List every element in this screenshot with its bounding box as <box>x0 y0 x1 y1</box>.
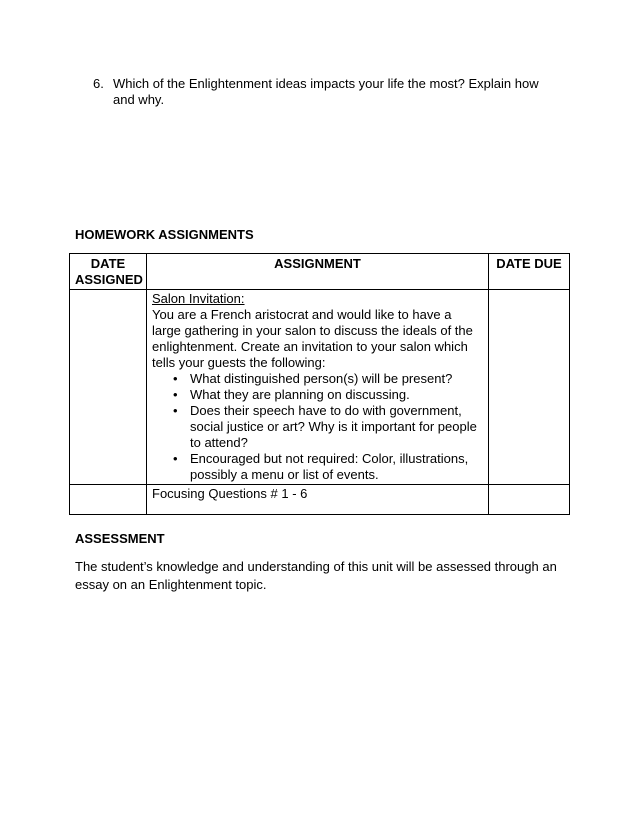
column-header-assignment: ASSIGNMENT <box>147 254 489 290</box>
bullet-icon: • <box>173 387 178 402</box>
question-number: 6. <box>93 76 104 91</box>
assessment-heading: ASSESSMENT <box>75 531 165 546</box>
list-item: • Encouraged but not required: Color, illustrations, possibly a menu or list of events. <box>173 451 469 482</box>
cell-assignment <box>147 290 489 485</box>
cell-date-due <box>489 290 570 485</box>
cell-date-due <box>489 485 570 515</box>
list-item: • What they are planning on discussing. <box>173 387 410 402</box>
question-6 <box>93 76 563 108</box>
column-header-date-due: DATE DUE <box>489 254 570 290</box>
table-header-row <box>70 254 570 290</box>
column-header-date-assigned: DATE ASSIGNED <box>70 254 147 290</box>
table-row <box>70 290 570 485</box>
homework-heading: HOMEWORK ASSIGNMENTS <box>75 227 254 242</box>
assignment-bullet-list <box>152 371 483 483</box>
question-text: Which of the Enlightenment ideas impacts your life the most? Explain how and why. <box>113 76 539 107</box>
homework-table <box>69 253 570 515</box>
assignment-description: You are a French aristocrat and would like to have a large gathering in your salon to discuss the ideals of the enlightenment. Create an invitation to your salon which tells your guests the following: <box>152 307 473 370</box>
table-row <box>70 485 570 515</box>
cell-date-assigned <box>70 485 147 515</box>
bullet-icon: • <box>173 403 178 418</box>
bullet-icon: • <box>173 371 178 386</box>
list-item: • What distinguished person(s) will be present? <box>173 371 453 386</box>
bullet-icon: • <box>173 451 178 466</box>
assignment-title: Salon Invitation: <box>152 291 245 306</box>
assessment-text: The student’s knowledge and understanding of this unit will be assessed through an essay on an Enlightenment topic. <box>75 559 557 592</box>
cell-date-assigned <box>70 290 147 485</box>
list-item: • Does their speech have to do with government, social justice or art? Why is it important for people to attend? <box>173 403 477 450</box>
cell-assignment: Focusing Questions # 1 - 6 <box>147 485 489 515</box>
